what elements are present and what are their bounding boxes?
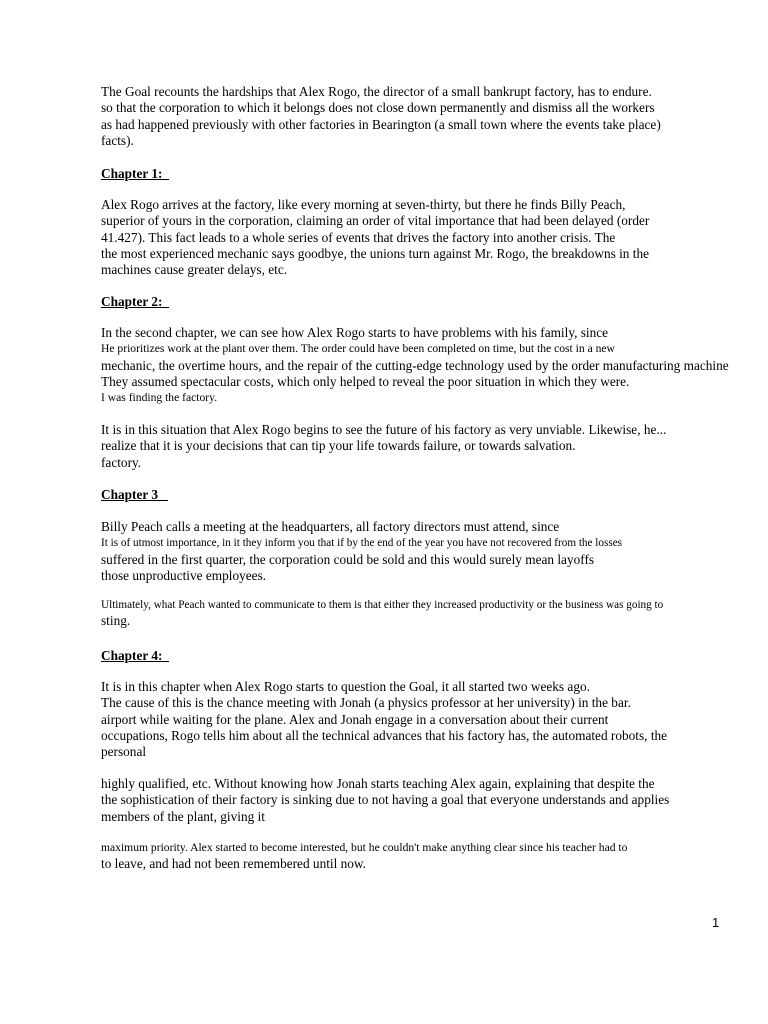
text-line: factory. xyxy=(101,454,142,470)
text-line: It is of utmost importance, in it they inform you that if by the end of the year you have not recovered from the losses xyxy=(101,537,623,550)
text-line: the sophistication of their factory is sinking due to not having a goal that everyone understands and applies xyxy=(101,792,670,808)
chapter-2-heading: Chapter 2: xyxy=(101,294,170,309)
text-line: Billy Peach calls a meeting at the headquarters, all factory directors must attend, since xyxy=(101,519,560,534)
text-line: The Goal recounts the hardships that Alex Rogo, the director of a small bankrupt factory, has to endure. xyxy=(101,84,652,99)
text-line: The cause of this is the chance meeting with Jonah (a physics professor at her university) in the bar. xyxy=(101,695,631,711)
text-line: realize that it is your decisions that can tip your life towards failure, or towards salvation. xyxy=(101,438,576,454)
text-line: occupations, Rogo tells him about all the technical advances that his factory has, the automated robots, the xyxy=(101,727,668,743)
text-line: sting. xyxy=(101,613,131,629)
chapter-1-heading: Chapter 1: xyxy=(101,166,170,181)
text-line: maximum priority. Alex started to become interested, but he couldn't make anything clear since his teacher had to xyxy=(101,841,628,854)
intro-paragraph xyxy=(101,84,761,149)
chapter-4-paragraph-3 xyxy=(101,840,761,873)
chapter-3-heading: Chapter 3 xyxy=(101,487,168,502)
text-line: 41.427). This fact leads to a whole series of events that drives the factory into another crisis. The xyxy=(101,229,616,245)
text-line: airport while waiting for the plane. Alex and Jonah engage in a conversation about their current xyxy=(101,711,609,727)
text-line: to leave, and had not been remembered until now. xyxy=(101,856,366,872)
text-line: It is in this situation that Alex Rogo begins to see the future of his factory as very unviable. Likewise, he... xyxy=(101,422,667,437)
text-line: Ultimately, what Peach wanted to communicate to them is that either they increased productivity or the business was going to xyxy=(101,599,664,611)
text-line: superior of yours in the corporation, claiming an order of vital importance that had been delayed (order xyxy=(101,213,650,229)
text-line: They assumed spectacular costs, which only helped to reveal the poor situation in which they were. xyxy=(101,373,630,389)
text-line: I was finding the factory. xyxy=(101,391,218,405)
text-line: personal xyxy=(101,744,147,760)
text-line: mechanic, the overtime hours, and the repair of the cutting-edge technology used by the order manufacturing machine xyxy=(101,357,729,373)
text-line: as had happened previously with other factories in Bearington (a small town where the events take place) xyxy=(101,116,661,132)
text-line: He prioritizes work at the plant over them. The order could have been completed on time, but the cost in a new xyxy=(101,342,615,356)
chapter-3-paragraph-1 xyxy=(101,519,761,584)
text-line: In the second chapter, we can see how Alex Rogo starts to have problems with his family, since xyxy=(101,325,609,340)
chapter-2-paragraph-2 xyxy=(101,422,761,471)
text-line: highly qualified, etc. Without knowing how Jonah starts teaching Alex again, explaining that despite the xyxy=(101,776,655,791)
chapter-4-heading: Chapter 4: xyxy=(101,648,170,663)
text-line: the most experienced mechanic says goodbye, the unions turn against Mr. Rogo, the breakdowns in the xyxy=(101,245,650,261)
chapter-4-paragraph-2 xyxy=(101,776,761,825)
text-line: members of the plant, giving it xyxy=(101,808,265,824)
text-line: those unproductive employees. xyxy=(101,567,267,583)
text-line: so that the corporation to which it belongs does not close down permanently and dismiss all the workers xyxy=(101,100,655,116)
chapter-4-paragraph-1 xyxy=(101,679,761,760)
page-number: 1 xyxy=(712,915,720,930)
chapter-3-paragraph-2 xyxy=(101,597,761,630)
text-line: facts). xyxy=(101,132,134,148)
chapter-1-paragraph xyxy=(101,197,761,278)
chapter-2-paragraph-1 xyxy=(101,325,761,406)
text-line: It is in this chapter when Alex Rogo starts to question the Goal, it all started two weeks ago. xyxy=(101,679,590,694)
text-line: machines cause greater delays, etc. xyxy=(101,262,288,278)
text-line: Alex Rogo arrives at the factory, like every morning at seven-thirty, but there he finds Billy Peach, xyxy=(101,197,626,212)
text-line: suffered in the first quarter, the corporation could be sold and this would surely mean layoffs xyxy=(101,551,595,567)
